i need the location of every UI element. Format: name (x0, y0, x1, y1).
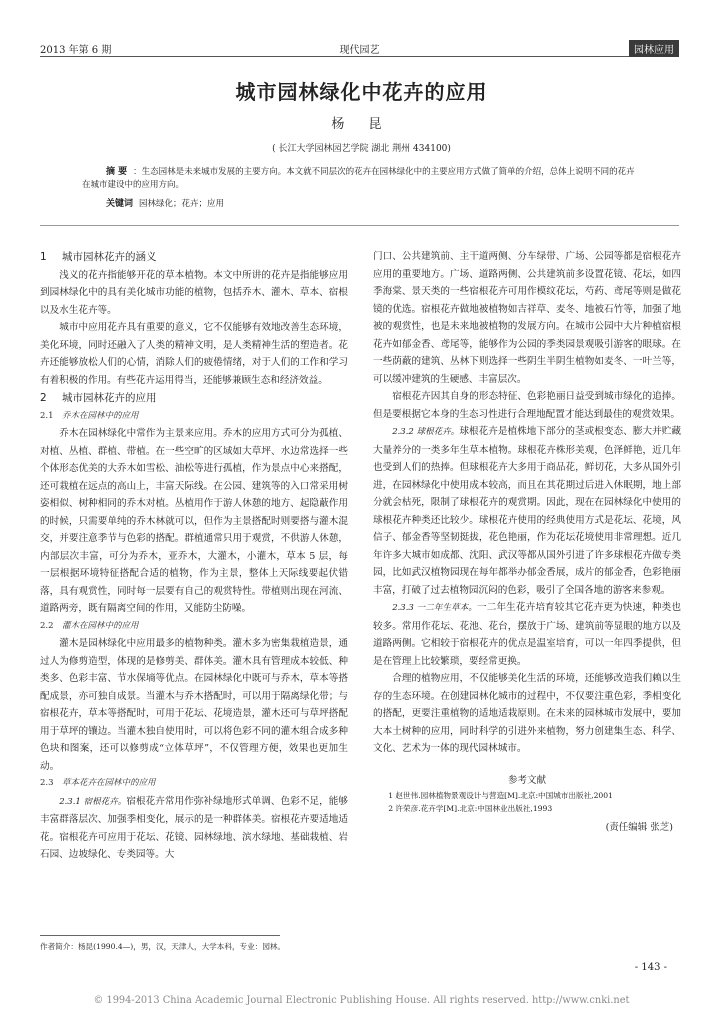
section-2-heading: 2 城市园林花卉的应用 (40, 392, 157, 404)
subsection-label: 2.3.1 宿根花卉。 (59, 796, 127, 807)
subsection-label: 2.3.3 一二年生草本。 (392, 603, 478, 613)
section-2-1-heading: 2.1 乔木在园林中的应用 (40, 410, 139, 421)
keywords-label: 关键词 (106, 199, 134, 209)
running-header (40, 40, 679, 57)
abstract-paragraph (82, 166, 642, 192)
paragraph: 合理的植物应用，不仅能够美化生活的环境，还能够改造我们赖以生存的生态环境。在创建园林化城市的过程中，不仅要注重色彩，季相变化的搭配，更要注重植物的适地适栽原则。在未来的园林城市发展中，要加大本土树种的应用，同时科学的引进外来植物，努力创建集生态、科学、文化、艺术为一体的现代园林城市。 (373, 673, 681, 754)
paragraph: 浅义的花卉指能够开花的草本植物。本文中所讲的花卉是指能够应用到园林绿化中的具有美化城市功能的植物，包括乔木、灌木、草本、宿根以及水生花卉等。 (40, 269, 348, 316)
abstract-block (82, 166, 642, 211)
author-footnote: 作者简介：杨昆(1990.4—)，男，汉，天津人，大学本科，专业：园林。 (40, 942, 286, 951)
article-title: 城市园林绿化中花卉的应用 (235, 80, 488, 104)
left-column (40, 248, 348, 864)
reference-item: 1 赵世伟.园林植物景观设计与营造[M].北京:中国城市出版社,2001 (388, 791, 613, 800)
page-number: - 143 - (634, 962, 667, 973)
footnote-divider (40, 935, 280, 936)
section-2-3-heading: 2.3 草本花卉在园林中的应用 (40, 778, 156, 788)
keywords-text: 园林绿化；花卉；应用 (139, 199, 225, 209)
abstract-divider (40, 225, 679, 226)
section-2-2-heading: 2.2 灌木在园林中的应用 (40, 620, 139, 631)
section-badge: 园林应用 (629, 40, 679, 57)
right-column (373, 248, 681, 837)
paragraph: 2.3.3 一二年生草本。一二年生花卉培育较其它花卉更为快速，种类也较多。常用作花坛、花池、花台，摆放于广场、建筑前等显眼的地方以及道路两侧。它相较于宿根花卉的优点是温室培育，可以一年四季提供，但是在管理上比较繁琐，要经常更换。 (373, 602, 681, 667)
editor-credit: (责任编辑 张芝) (605, 822, 673, 833)
paragraph: 2.3.2 球根花卉。球根花卉是植株地下部分的茎或根变态、膨大并贮藏大量养分的一类多年生草本植物。球根花卉株形美观，色泽鲜艳，近几年也受到人们的热捧。但球根花卉大多用于商品花，鲜切花，大多从国外引进，在园林绿化中使用成本较高，而且在其花期过后进入休眠期，地上部分就会枯死，限制了球根花卉的观赏期。因此，现在在园林绿化中使用的球根花卉种类还比较少。球根花卉使用的经典使用方式是花坛、花境，风信子、郁金香等坚韧挺拔，花色艳丽，作为花坛花境使用非常理想。近几年许多大城市如成都、沈阳、武汉等都从国外引进了许多球根花卉做专类园，比如武汉植物园现在每年都举办郁金香展，成片的郁金香，色彩艳丽丰富，打破了过去植物园沉闷的色彩，吸引了全国各地的游客来参观。 (373, 426, 681, 596)
paragraph: 灌木是园林绿化中应用最多的植物种类。灌木多为密集栽植造景，通过人为修剪造型，体现的是修剪美、群体美。灌木具有管理成本较低、种类多、色彩丰富、节水保墒等优点。在园林绿化中既可与乔木，草本等搭配成景，亦可独自成景。当灌木与乔木搭配时，可以用于隔离绿化带；与宿根花卉，草本等搭配时，可用于花坛、花境造景，灌木还可与草坪搭配用于草坪的镶边。当灌木独自使用时，可以将色彩不同的灌木组合成多种色块和图案，还可以修剪成“立体草坪”，不仅管理方便，效果也更加生动。 (40, 638, 348, 772)
copyright-line: © 1994-2013 China Academic Journal Electronic Publishing House. All rights reserved. http://www.cnki.net (93, 995, 630, 1006)
abstract-text: ：生态园林是未来城市发展的主要方向。本文就不同层次的花卉在园林绿化中的主要应用方式做了简单的介绍，总体上说明不同的花卉在城市建设中的应用方向。 (82, 167, 635, 190)
paragraph: 乔木在园林绿化中常作为主景来应用。乔木的应用方式可分为孤植、对植、丛植、群植、带植。在一些空旷的区域如大草坪、水边常选择一些个体形态优美的大乔木如雪松、油松等进行孤植，作为景点中心来搭配，还可栽植在远点的高山上，丰富天际线。在公园、建筑等的入口常采用树姿相似、树种相同的乔木对植。丛植用作于游人休憩的地方、起隐蔽作用的时候，只需要单纯的乔木林就可以，但作为主景搭配时则要搭与灌木混交，并要注意季节与色彩的搭配。群植通常只用于观赏，不供游人休憩，内部层次丰富，可分为乔木，亚乔木，大灌木，小灌木，草本 5 层，每一层根据环境特征搭配合适的植物，作为主景，整体上天际线要起伏错落，具有观赏性，同时每一层要有自己的观赏特性。带植则出现在河流、道路两旁，既有隔离空间的作用，又能防尘防噪。 (40, 428, 348, 614)
section-1-heading: 1 城市园林花卉的涵义 (40, 251, 157, 263)
author-affiliation: ( 长江大学园林园艺学院 湖北 荆州 434100) (272, 144, 451, 154)
paragraph: 门口、公共建筑前、主干道两侧、分车绿带、广场、公园等都是宿根花卉应用的重要地方。广场、道路两侧、公共建筑前多设置花镜、花坛，如四季海棠、景天类的一些宿根花卉可用作模纹花坛，芍药、鸢尾等则是做花镜的优选。宿根花卉做地被植物如吉祥草、麦冬、地被石竹等，加强了地被的观赏性，也是未来地被植物的发展方向。在城市公园中大片种植宿根花卉如郁金香、鸢尾等，能够作为公园的季类园景观吸引游客的眼球。在一些荫蔽的建筑、丛林下则选择一些阴生半阴生植物如麦冬、一叶兰等，可以缓冲建筑的生硬感、丰富层次。 (373, 251, 681, 385)
paragraph: 城市中应用花卉具有重要的意义，它不仅能够有效地改善生态环境，美化环境，同时还融入了人类的精神文明，是人类精神生活的塑造者。花卉还能够放松人们的心情，消除人们的疲倦情绪，对于人们的工作和学习有着积极的作用。有些花卉运用得当，还能够兼顾生态和经济效益。 (40, 322, 348, 386)
issue-label: 2013 年第 6 期 (40, 45, 112, 56)
author-name: 杨 昆 (331, 117, 392, 132)
keywords-line (106, 198, 642, 211)
paragraph: 宿根花卉因其自身的形态特征、色彩艳丽日益受到城市绿化的追捧。但是要根据它本身的生态习性进行合理地配置才能达到最佳的观赏效果。 (373, 391, 681, 420)
paragraph: 2.3.1 宿根花卉。宿根花卉常用作弥补绿地形式单调、色彩不足，能够丰富群落层次、加强季相变化，展示的是一种群体美。宿根花卉要适地适花。宿根花卉可应用于花坛、花镜、园林绿地、滨水绿地、基础栽植、岩石园、边坡绿化、专类园等。大 (40, 795, 348, 860)
abstract-label: 摘 要 (106, 167, 128, 177)
references-heading: 参考文献 (507, 774, 546, 786)
subsection-label: 2.3.2 球根花卉。 (392, 427, 460, 437)
reference-item: 2 许荣彦.花卉学[M].北京:中国林业出版社,1993 (388, 804, 553, 813)
journal-name: 现代园艺 (339, 45, 380, 56)
